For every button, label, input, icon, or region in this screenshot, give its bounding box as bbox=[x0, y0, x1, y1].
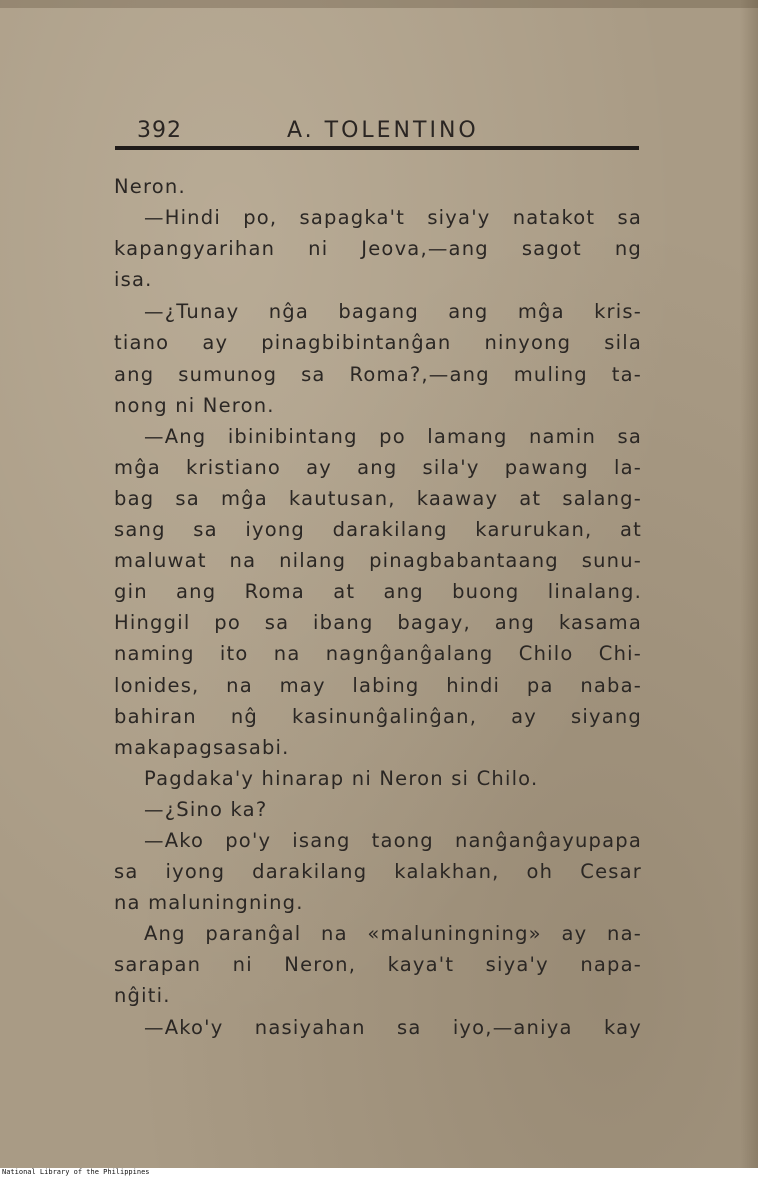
text-line: —¿Sino ka? bbox=[144, 797, 268, 821]
text-line: na maluningning. bbox=[114, 891, 304, 915]
running-head: A. TOLENTINO bbox=[287, 118, 479, 143]
page-number: 392 bbox=[137, 118, 182, 143]
text-line: Pagdaka'y hinarap ni Neron si Chilo. bbox=[144, 766, 539, 790]
text-line: ang sumunog sa Roma?,—ang muling ta- bbox=[114, 362, 642, 386]
text-line: Hinggil po sa ibang bagay, ang kasama bbox=[114, 611, 642, 635]
text-line: nĝiti. bbox=[114, 984, 171, 1008]
body-text bbox=[114, 171, 642, 1043]
page-right-edge bbox=[740, 0, 758, 1168]
library-credit: National Library of the Philippines bbox=[2, 1168, 150, 1176]
text-line: nong ni Neron. bbox=[114, 393, 275, 417]
text-line: sarapan ni Neron, kaya't siya'y napa- bbox=[114, 953, 642, 977]
page-top-edge bbox=[0, 0, 758, 8]
text-line: lonides, na may labing hindi pa naba- bbox=[114, 673, 642, 697]
text-line: —Ako po'y isang taong nanĝanĝayupapa bbox=[144, 828, 642, 852]
text-line: isa. bbox=[114, 268, 153, 292]
text-line: Neron. bbox=[114, 175, 186, 198]
text-line: —¿Tunay nĝa bagang ang mĝa kris- bbox=[144, 300, 642, 324]
text-line: sa iyong darakilang kalakhan, oh Cesar bbox=[114, 860, 642, 884]
text-line: maluwat na nilang pinagbabantaang sunu- bbox=[114, 549, 642, 573]
text-line: naming ito na nagnĝanĝalang Chilo Chi- bbox=[114, 642, 642, 666]
header-rule bbox=[115, 146, 639, 150]
text-line: gin ang Roma at ang buong linalang. bbox=[114, 580, 642, 604]
text-line: bahiran nĝ kasinunĝalinĝan, ay siyang bbox=[114, 704, 642, 728]
text-line: bag sa mĝa kautusan, kaaway at salang- bbox=[114, 486, 642, 510]
text-line: —Ako'y nasiyahan sa iyo,—aniya kay bbox=[144, 1015, 642, 1039]
text-line: —Hindi po, sapagka't siya'y natakot sa bbox=[144, 206, 642, 230]
text-line: sang sa iyong darakilang karurukan, at bbox=[114, 518, 642, 542]
text-line: —Ang ibinibintang po lamang namin sa bbox=[144, 424, 642, 448]
text-line: mĝa kristiano ay ang sila'y pawang la- bbox=[114, 455, 642, 479]
text-line: tiano ay pinagbibintanĝan ninyong sila bbox=[114, 331, 642, 355]
text-line: kapangyarihan ni Jeova,—ang sagot ng bbox=[114, 237, 642, 261]
text-line: Ang paranĝal na «maluningning» ay na- bbox=[144, 922, 642, 946]
text-line: makapagsasabi. bbox=[114, 735, 290, 759]
